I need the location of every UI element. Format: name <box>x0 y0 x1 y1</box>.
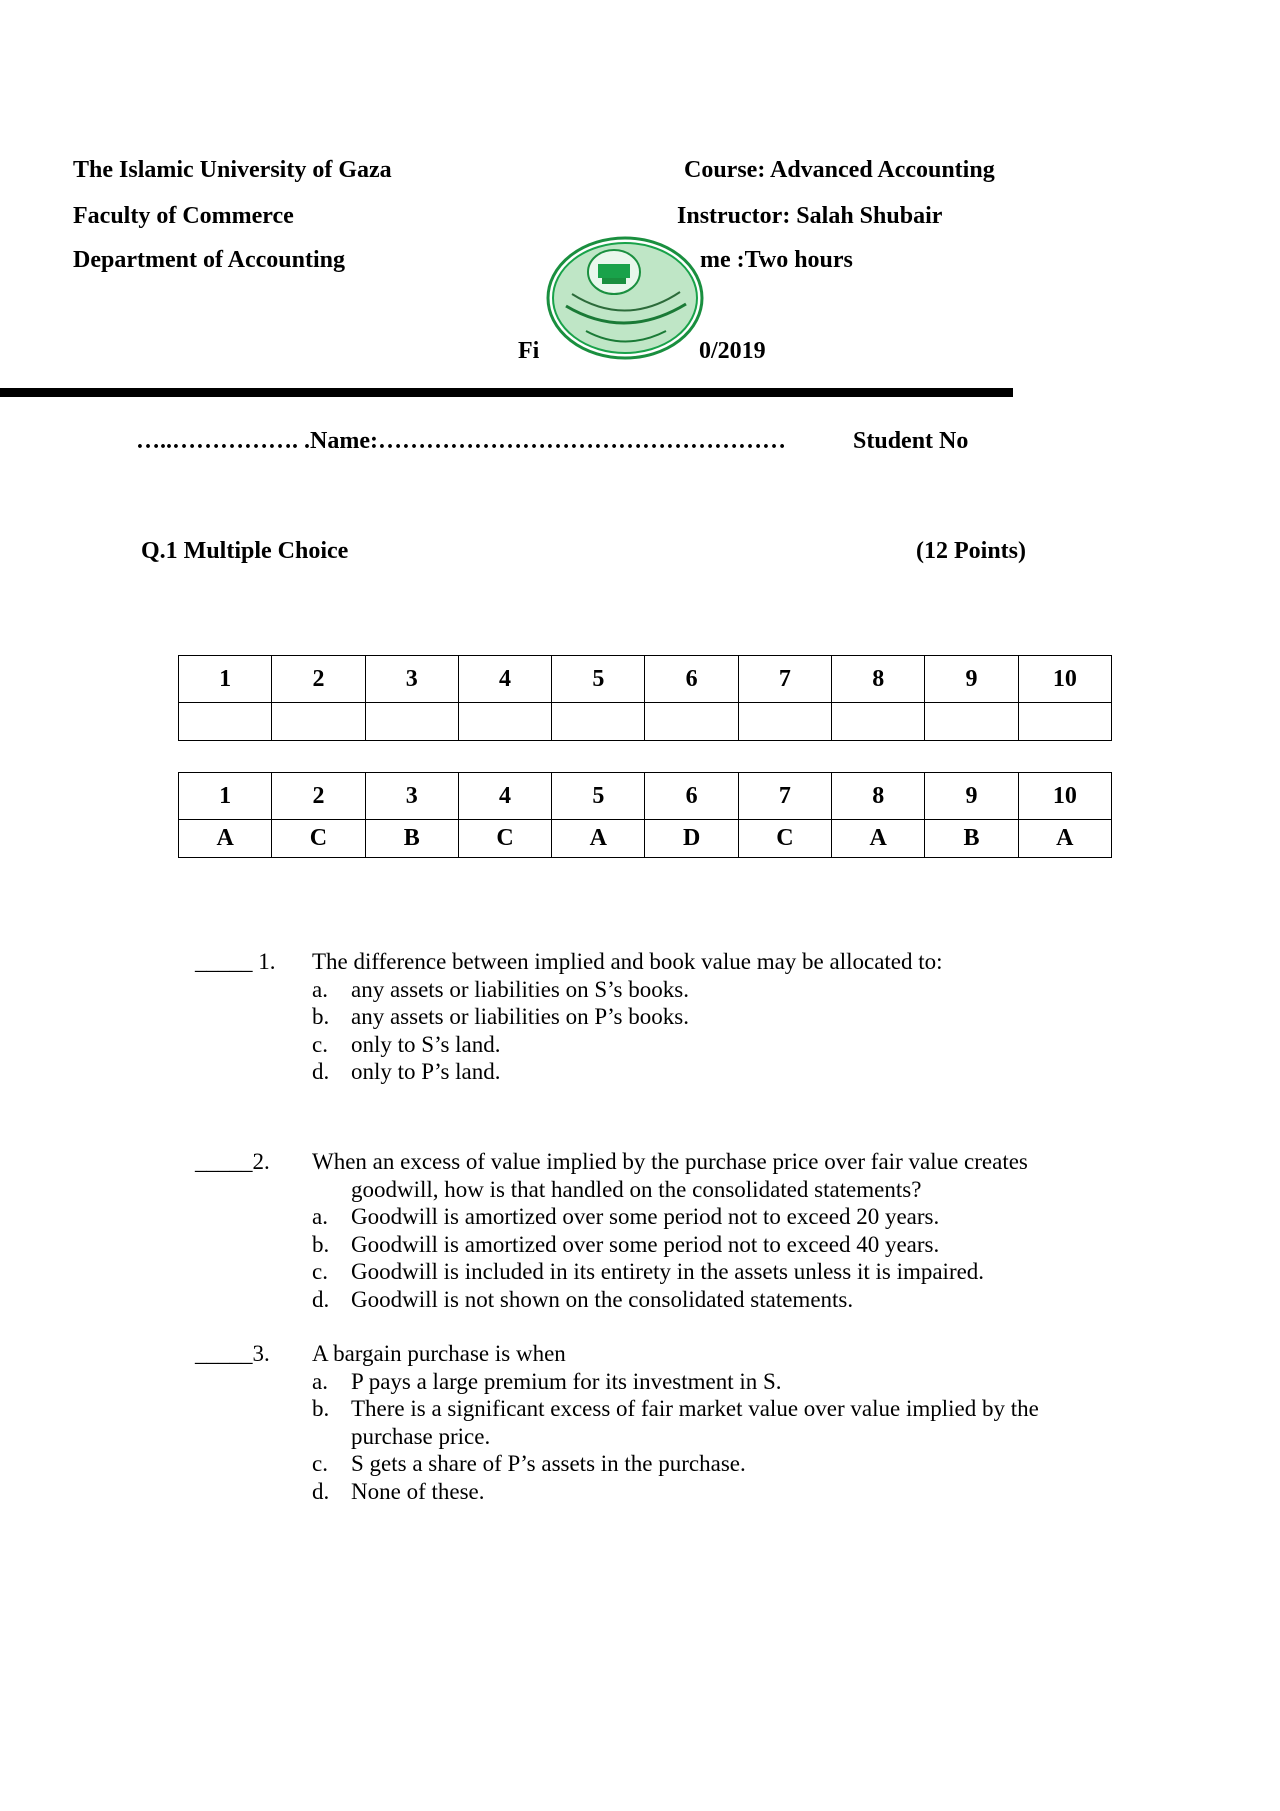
option-text: There is a significant excess of fair market value over value implied by the purchase price. <box>351 1396 1039 1449</box>
question-stem: The difference between implied and book value may be allocated to: <box>312 949 943 974</box>
section-points: (12 Points) <box>916 538 1026 564</box>
option-a <box>312 1368 1112 1396</box>
faculty-name: Faculty of Commerce <box>73 203 294 229</box>
option-letter: c. <box>312 1031 328 1057</box>
key-number: 2 <box>272 773 365 820</box>
grid-number: 4 <box>458 656 551 703</box>
answer-cell[interactable] <box>365 703 458 741</box>
grid-number: 9 <box>925 656 1018 703</box>
key-answer: B <box>365 820 458 858</box>
option-text: only to P’s land. <box>351 1059 501 1084</box>
option-c <box>312 1031 1112 1059</box>
option-b <box>312 1231 1112 1259</box>
question-stem-line: When an excess of value implied by the purchase price over fair value creates <box>312 1149 1028 1174</box>
grid-number: 5 <box>552 656 645 703</box>
exam-title-left: Fi <box>518 338 540 364</box>
university-name: The Islamic University of Gaza <box>73 157 392 183</box>
key-answer: A <box>832 820 925 858</box>
answer-cell[interactable] <box>458 703 551 741</box>
key-number: 10 <box>1018 773 1111 820</box>
option-text: Goodwill is amortized over some period not to exceed 20 years. <box>351 1204 940 1229</box>
answer-blank[interactable]: _____2. <box>195 1149 270 1174</box>
option-letter: b. <box>312 1231 330 1257</box>
option-letter: a. <box>312 1368 328 1394</box>
option-text: Goodwill is not shown on the consolidated statements. <box>351 1286 854 1312</box>
grid-number: 1 <box>179 656 272 703</box>
key-number: 7 <box>738 773 831 820</box>
option-text: Goodwill is amortized over some period not to exceed 40 years. <box>351 1231 940 1257</box>
key-answer: D <box>645 820 738 858</box>
grid-number: 2 <box>272 656 365 703</box>
option-letter: c. <box>312 1259 328 1284</box>
answer-grid-blank <box>178 655 1112 741</box>
question-stem-continued: goodwill, how is that handled on the consolidated statements? <box>351 1176 922 1202</box>
answer-blank[interactable]: _____ 1. <box>195 949 276 974</box>
option-b <box>312 1395 1112 1450</box>
key-number: 6 <box>645 773 738 820</box>
key-number: 1 <box>179 773 272 820</box>
header-divider <box>0 388 1013 397</box>
key-answer: C <box>272 820 365 858</box>
option-letter: d. <box>312 1478 330 1504</box>
option-letter: a. <box>312 1204 328 1229</box>
option-d <box>312 1058 1112 1086</box>
option-text: any assets or liabilities on S’s books. <box>351 976 689 1002</box>
option-text: None of these. <box>351 1478 485 1504</box>
option-letter: b. <box>312 1396 330 1421</box>
option-d <box>312 1286 1112 1314</box>
key-answer: A <box>552 820 645 858</box>
option-c <box>312 1258 1112 1286</box>
key-number: 9 <box>925 773 1018 820</box>
answer-key-grid <box>178 772 1112 858</box>
section-title: Q.1 Multiple Choice <box>141 538 349 564</box>
option-text: P pays a large premium for its investment in S. <box>351 1368 782 1394</box>
key-number: 4 <box>458 773 551 820</box>
grid-number: 6 <box>645 656 738 703</box>
option-a <box>312 1203 1112 1231</box>
key-answer: A <box>1018 820 1111 858</box>
option-letter: d. <box>312 1286 330 1312</box>
instructor-name: Instructor: Salah Shubair <box>677 203 943 229</box>
course-title: Course: Advanced Accounting <box>684 157 995 183</box>
option-c <box>312 1450 1112 1478</box>
option-b <box>312 1003 1112 1031</box>
grid-number: 3 <box>365 656 458 703</box>
option-letter: d. <box>312 1059 330 1084</box>
option-text: Goodwill is included in its entirety in the assets unless it is impaired. <box>351 1259 985 1284</box>
option-letter: b. <box>312 1004 330 1029</box>
answer-cell[interactable] <box>738 703 831 741</box>
question-1 <box>195 948 1115 1088</box>
question-stem <box>312 1148 1112 1203</box>
key-number: 5 <box>552 773 645 820</box>
grid-number: 8 <box>832 656 925 703</box>
question-stem: A bargain purchase is when <box>312 1341 566 1366</box>
option-d <box>312 1478 1112 1506</box>
option-a <box>312 976 1112 1004</box>
key-number: 3 <box>365 773 458 820</box>
answer-cell[interactable] <box>1018 703 1111 741</box>
key-answer: C <box>458 820 551 858</box>
answer-cell[interactable] <box>272 703 365 741</box>
exam-title-right: 0/2019 <box>699 338 766 364</box>
answer-cell[interactable] <box>645 703 738 741</box>
option-text: only to S’s land. <box>351 1031 501 1057</box>
department-name: Department of Accounting <box>73 247 345 273</box>
option-letter: a. <box>312 976 328 1002</box>
answer-cell[interactable] <box>925 703 1018 741</box>
option-letter: c. <box>312 1451 328 1476</box>
answer-cell[interactable] <box>552 703 645 741</box>
option-text: S gets a share of P’s assets in the purchase. <box>351 1451 746 1476</box>
student-number-label: Student No <box>853 428 969 454</box>
answer-blank[interactable]: _____3. <box>195 1341 270 1366</box>
university-seal-icon <box>546 236 704 360</box>
option-text: any assets or liabilities on P’s books. <box>351 1004 689 1029</box>
key-number: 8 <box>832 773 925 820</box>
key-answer: A <box>179 820 272 858</box>
answer-cell[interactable] <box>832 703 925 741</box>
question-2 <box>195 1148 1115 1318</box>
key-answer: C <box>738 820 831 858</box>
grid-number: 7 <box>738 656 831 703</box>
answer-cell[interactable] <box>179 703 272 741</box>
question-3 <box>195 1340 1115 1510</box>
exam-duration: me :Two hours <box>700 247 853 273</box>
key-answer: B <box>925 820 1018 858</box>
grid-number: 10 <box>1018 656 1111 703</box>
student-name-line: …..……………. .Name:…………………………………………… <box>136 428 786 454</box>
